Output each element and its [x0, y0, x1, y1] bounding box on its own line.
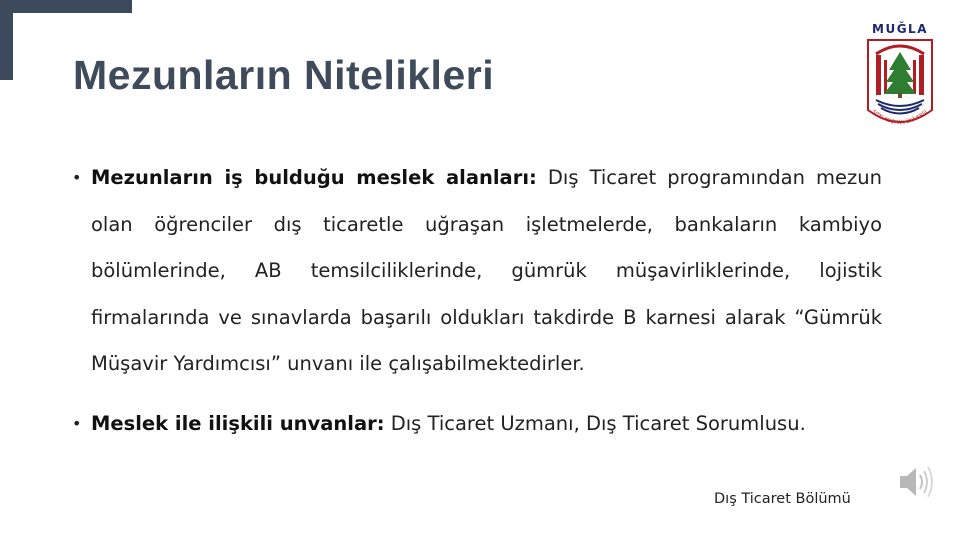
- university-logo: [862, 18, 938, 133]
- bullet-dot: •: [72, 413, 82, 433]
- bullet-paragraph: [91, 408, 882, 440]
- footer-department: Dış Ticaret Bölümü: [714, 491, 851, 507]
- bullet-item: [72, 155, 882, 388]
- slide-body: [72, 155, 882, 440]
- bullet-paragraph: [91, 155, 882, 388]
- bullet-label: Meslek ile ilişkili unvanlar:: [91, 411, 385, 435]
- corner-accent-horizontal: [0, 0, 132, 13]
- bullet-item: [72, 408, 882, 440]
- slide-title: Mezunların Nitelikleri: [73, 52, 495, 98]
- bullet-label: Mezunların iş bulduğu meslek alanları:: [91, 166, 537, 189]
- speaker-icon[interactable]: [896, 462, 938, 502]
- svg-text:SITKI KOÇMAN ÜNİVERSİTESİ: SITKI KOÇMAN ÜNİVERSİ: [870, 108, 929, 127]
- corner-accent-vertical: [0, 0, 13, 80]
- bullet-text: Dış Ticaret programından mezun olan öğrenciler dış ticaretle uğraşan işletmelerde, bankaların kambiyo bölümlerinde, AB temsilciliklerinde, gümrük müşavirliklerinde, lojistik firmalarında ve sınavlarda başarılı oldukları takdirde B karnesi alarak “Gümrük Müşavir Yardımcısı” unvanı ile çalışabilmektedirler.: [91, 166, 882, 375]
- svg-text:MUĞLA: MUĞLA: [872, 22, 928, 36]
- bullet-dot: •: [72, 168, 82, 187]
- bullet-text: Dış Ticaret Uzmanı, Dış Ticaret Sorumlusu.: [384, 411, 806, 435]
